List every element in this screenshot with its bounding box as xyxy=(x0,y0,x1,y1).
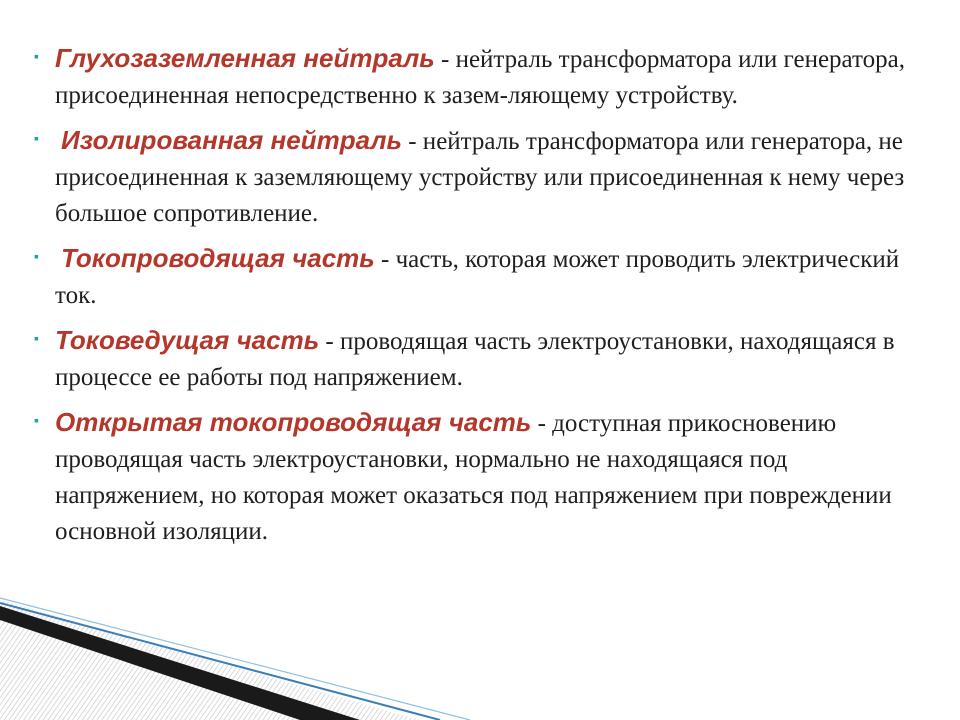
definitions-list xyxy=(34,40,924,558)
bullet-icon: ▪ xyxy=(34,414,39,429)
bullet-icon: ▪ xyxy=(34,250,39,265)
list-item xyxy=(34,122,924,232)
term-label: Токопроводящая часть xyxy=(61,243,375,273)
bullet-icon: ▪ xyxy=(34,50,39,65)
bullet-icon: ▪ xyxy=(34,332,39,347)
term-label: Токоведущая часть xyxy=(55,325,320,355)
definition-text: - нейтраль трансформатора или генератора, присоединенная непосредственно к зазем-ляющему устройству. xyxy=(55,46,905,109)
term-label: Открытая токопроводящая часть xyxy=(55,407,532,437)
list-item xyxy=(34,322,924,396)
list-item xyxy=(34,404,924,550)
dark-wedge xyxy=(0,606,360,720)
term-label: Изолированная нейтраль xyxy=(61,125,402,155)
definition-text: - часть, которая может проводить электрический ток. xyxy=(55,246,900,309)
definition-text: - доступная прикосновению проводящая часть электроустановки, нормально не находящаяся под напряжением, но которая может оказаться под напряжением при повреждении основной изоляции. xyxy=(55,410,892,545)
definition-text: - проводящая часть электроустановки, находящаяся в процессе ее работы под напряжением. xyxy=(55,328,895,391)
list-item xyxy=(34,240,924,314)
term-label: Глухозаземленная нейтраль xyxy=(55,43,435,73)
blue-stripe xyxy=(0,603,440,720)
light-blue-stripe xyxy=(0,598,470,720)
hatched-band xyxy=(0,600,420,720)
bullet-icon: ▪ xyxy=(34,132,39,147)
definition-text: - нейтраль трансформатора или генератора, не присоединенная к заземляющему устройству или присоединенная к нему через большое сопротивление. xyxy=(55,128,905,227)
list-item xyxy=(34,40,924,114)
